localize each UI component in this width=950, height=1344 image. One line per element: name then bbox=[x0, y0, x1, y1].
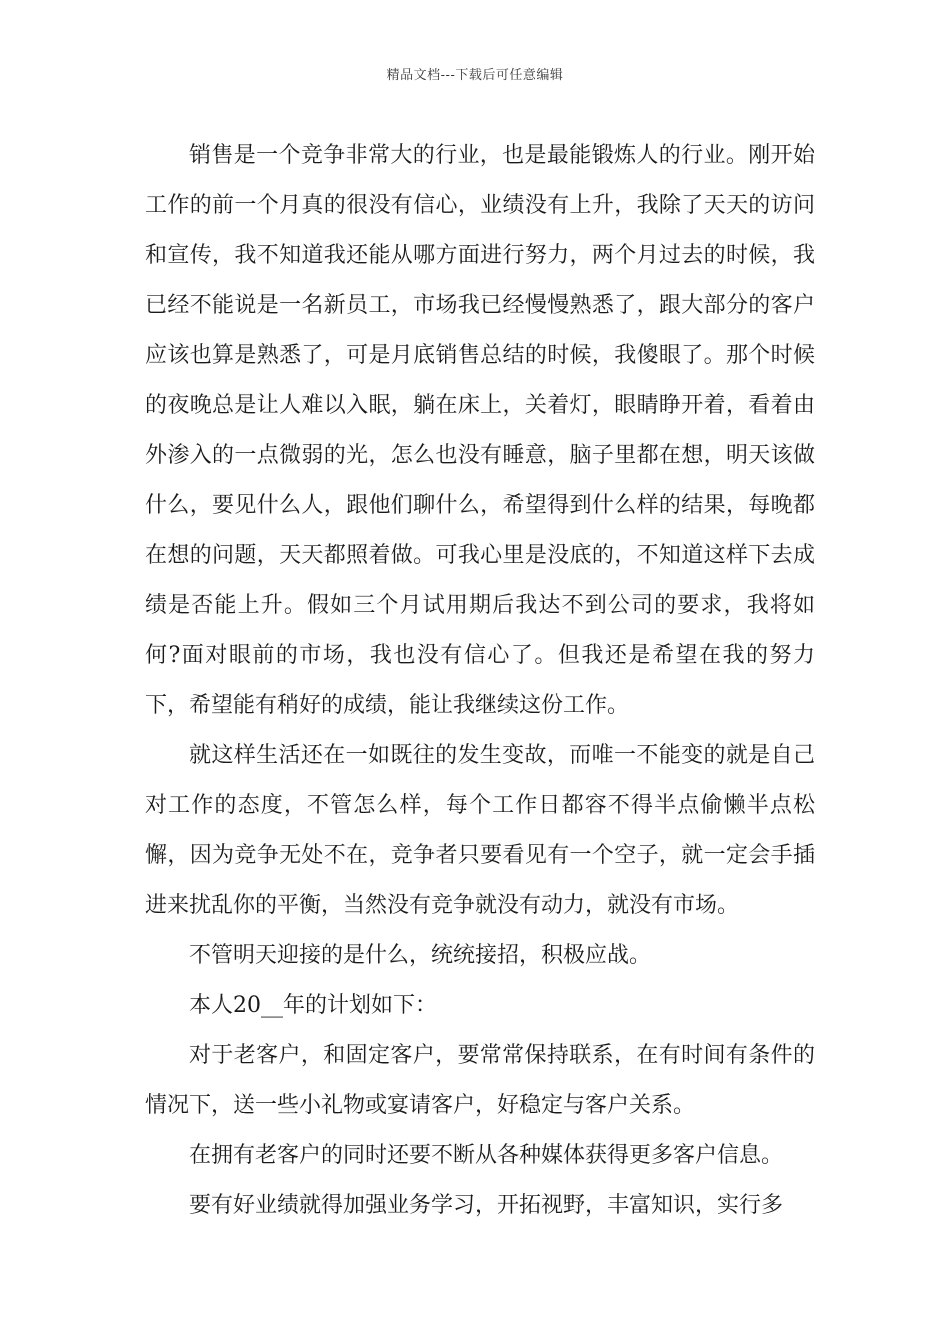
paragraph-6: 在拥有老客户的同时还要不断从各种媒体获得更多客户信息。 bbox=[189, 1143, 784, 1168]
paragraph-2: 就这样生活还在一如既往的发生变故，而唯一不能变的就是自己对工作的态度，不管怎么样，每个工作日都容不得半点偷懒半点松懈，因为竞争无处不在，竞争者只要看见有一个空子，就一定会手插进来扰乱你的平衡，当然没有竞争就没有动力，就没有市场。 bbox=[145, 743, 815, 918]
paragraph-1: 销售是一个竞争非常大的行业，也是最能锻炼人的行业。刚开始工作的前一个月真的很没有信心，业绩没有上升，我除了天天的访问和宣传，我不知道我还能从哪方面进行努力，两个月过去的时候，我已经不能说是一名新员工，市场我已经慢慢熟悉了，跟大部分的客户应该也算是熟悉了，可是月底销售总结的时候，我傻眼了。那个时候的夜晚总是让人难以入眠，躺在床上，关着灯，眼睛睁开着，看着由外渗入的一点微弱的光，怎么也没有睡意，脑子里都在想，明天该做什么，要见什么人，跟他们聊什么，希望得到什么样的结果，每晚都在想的问题，天天都照着做。可我心里是没底的，不知道这样下去成绩是否能上升。假如三个月试用期后我达不到公司的要求，我将如何?面对眼前的市场，我也没有信心了。但我还是希望在我的努力下，希望能有稍好的成绩，能让我继续这份工作。 bbox=[145, 143, 815, 718]
paragraph-4: 本人20__年的计划如下： bbox=[189, 993, 437, 1018]
page-header: 精品文档---下载后可任意编辑 bbox=[386, 68, 564, 83]
document-body bbox=[145, 131, 815, 1231]
paragraph-3: 不管明天迎接的是什么，统统接招，积极应战。 bbox=[189, 943, 652, 968]
paragraph-7: 要有好业绩就得加强业务学习，开拓视野，丰富知识，实行多 bbox=[189, 1193, 784, 1218]
paragraph-5: 对于老客户，和固定客户，要常常保持联系，在有时间有条件的情况下，送一些小礼物或宴请客户，好稳定与客户关系。 bbox=[145, 1043, 815, 1118]
